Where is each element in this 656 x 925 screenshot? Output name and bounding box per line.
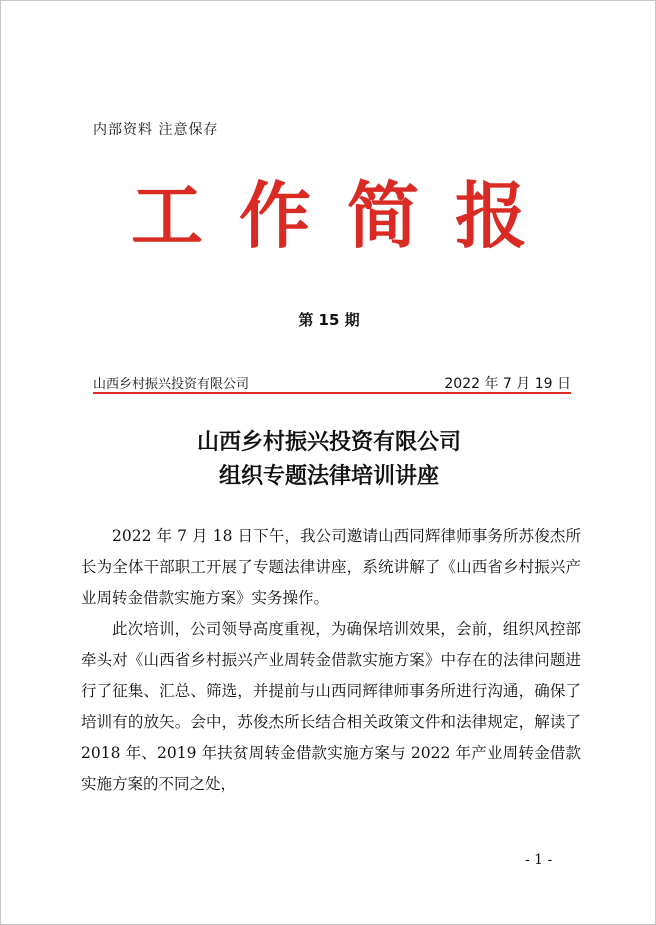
page-number: - 1 -: [525, 852, 553, 868]
masthead-title: 工作简报: [130, 173, 563, 258]
article-title: [1, 425, 656, 493]
article-title-line2: 组织专题法律培训讲座: [218, 463, 439, 489]
article-body: [81, 521, 581, 800]
paragraph: 2022 年 7 月 18 日下午，我公司邀请山西同辉律师事务所苏俊杰所长为全体干部职工开展了专题法律讲座，系统讲解了《山西省乡村振兴产业周转金借款实施方案》实务操作。: [81, 527, 581, 607]
issue-date: 2022 年 7 月 19 日: [444, 376, 571, 392]
issue-number: 第 15 期: [298, 311, 360, 329]
meta-row: [93, 373, 571, 393]
red-divider: [93, 392, 571, 394]
confidential-notice: 内部资料 注意保存: [93, 122, 219, 138]
paragraph: 此次培训，公司领导高度重视，为确保培训效果，会前，组织风控部牵头对《山西省乡村振兴产业周转金借款实施方案》中存在的法律问题进行了征集、汇总、筛选，并提前与山西同辉律师事务所进行沟通，确保了培训有的放矢。会中，苏俊杰所长结合相关政策文件和法律规定，解读了 2018 年、2019 年扶贫周转金借款实施方案与 2022 年产业周转金借款实施方案的不同之处，: [81, 620, 581, 793]
article-title-line1: 山西乡村振兴投资有限公司: [196, 429, 461, 455]
organization-name: 山西乡村振兴投资有限公司: [93, 377, 250, 392]
